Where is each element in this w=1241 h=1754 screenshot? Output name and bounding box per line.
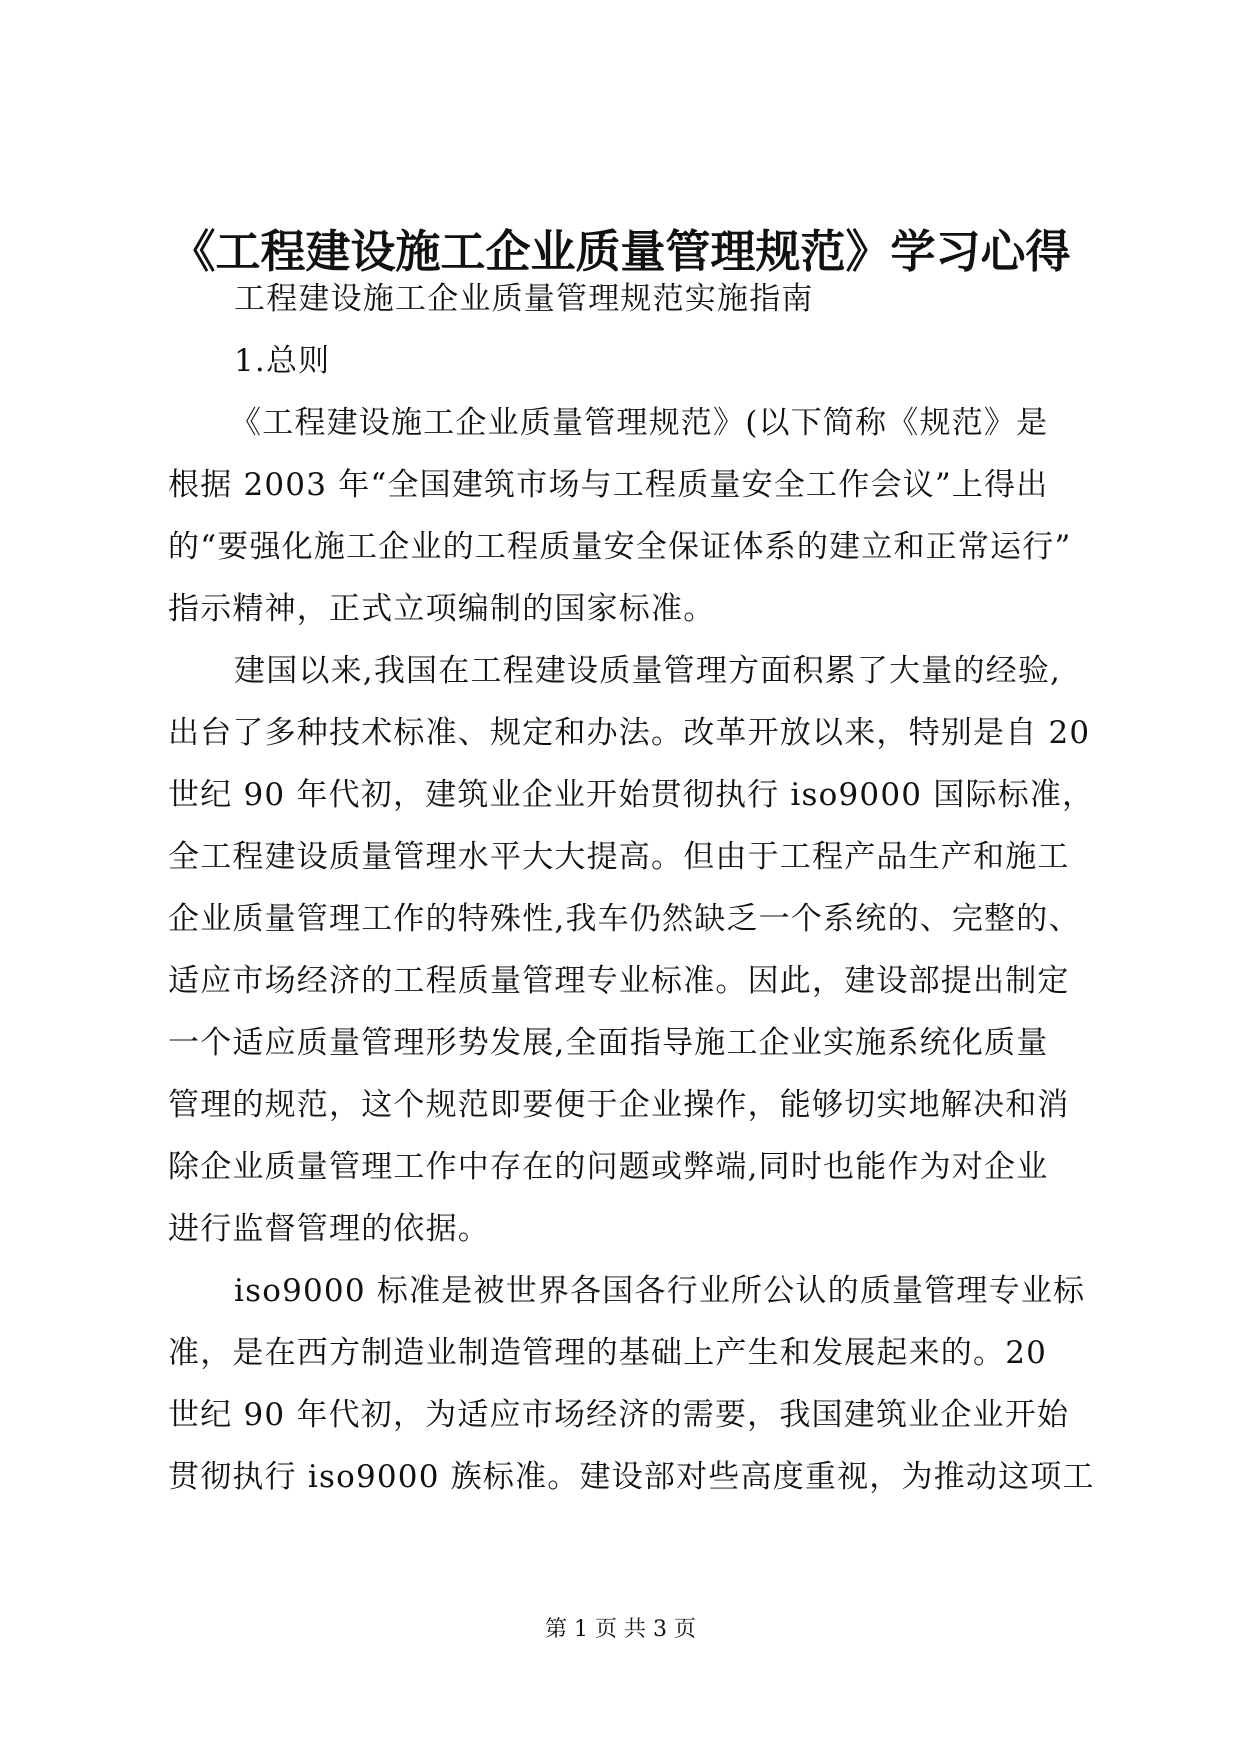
paragraph-line: 一个适应质量管理形势发展,全面指导施工企业实施系统化质量 xyxy=(168,1025,1049,1061)
paragraph-line: 世纪 90 年代初，建筑业企业开始贯彻执行 iso9000 国际标准， xyxy=(168,777,1095,813)
paragraph-line: 世纪 90 年代初，为适应市场经济的需要，我国建筑业企业开始 xyxy=(168,1397,1070,1433)
paragraph-line: iso9000 标准是被世界各国各行业所公认的质量管理专业标 xyxy=(234,1273,1086,1309)
paragraph-line: 准，是在西方制造业制造管理的基础上产生和发展起来的。20 xyxy=(168,1335,1048,1371)
subtitle-line: 工程建设施工企业质量管理规范实施指南 xyxy=(234,281,814,317)
document-body xyxy=(168,268,1095,1508)
paragraph-line: 适应市场经济的工程质量管理专业标准。因此，建设部提出制定 xyxy=(168,963,1070,999)
paragraph-line: 企业质量管理工作的特殊性,我车仍然缺乏一个系统的、完整的、 xyxy=(168,901,1081,937)
paragraph-line: 出台了多种技术标准、规定和办法。改革开放以来，特别是自 20 xyxy=(168,715,1091,751)
paragraph-line: 贯彻执行 iso9000 族标准。建设部对些高度重视，为推动这项工 xyxy=(168,1459,1095,1495)
paragraph-line: 进行监督管理的依据。 xyxy=(168,1211,490,1247)
page-number-footer: 第 1 页 共 3 页 xyxy=(545,1617,696,1642)
document-title: 《工程建设施工企业质量管理规范》学习心得 xyxy=(170,225,1071,278)
paragraph-line: 根据 2003 年“全国建筑市场与工程质量安全工作会议”上得出 xyxy=(168,467,1049,503)
paragraph-line: 建国以来,我国在工程建设质量管理方面积累了大量的经验, xyxy=(234,653,1062,689)
paragraph-line: 指示精神，正式立项编制的国家标准。 xyxy=(168,591,716,627)
paragraph-line: 的“要强化施工企业的工程质量安全保证体系的建立和正常运行” xyxy=(168,529,1072,565)
paragraph-line: 全工程建设质量管理水平大大提高。但由于工程产品生产和施工 xyxy=(168,839,1070,875)
section-heading: 1.总则 xyxy=(234,343,331,379)
paragraph-line: 管理的规范，这个规范即要便于企业操作，能够切实地解决和消 xyxy=(168,1087,1070,1123)
paragraph-line: 《工程建设施工企业质量管理规范》(以下简称《规范》是 xyxy=(230,405,1049,441)
paragraph-line: 除企业质量管理工作中存在的问题或弊端,同时也能作为对企业 xyxy=(168,1149,1049,1185)
